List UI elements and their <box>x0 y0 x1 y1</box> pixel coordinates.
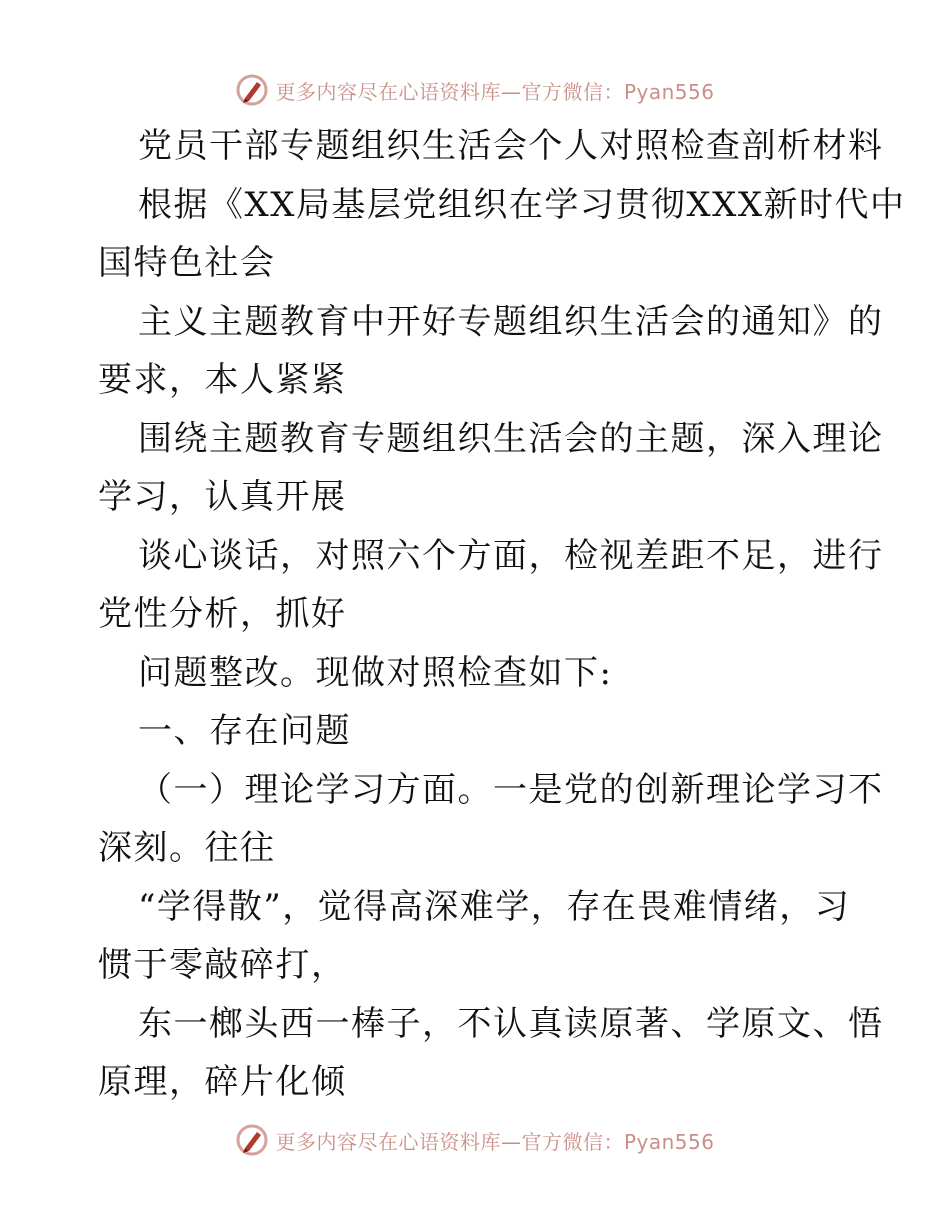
text-line: 一、存在问题 <box>138 711 351 751</box>
text-line: 谈心谈话，对照六个方面，检视差距不足，进行 <box>138 535 884 576</box>
text-line: 国特色社会 <box>98 243 276 283</box>
watermark-text: 更多内容尽在心语资料库—官方微信：Pyan556 <box>275 79 715 104</box>
text-line: 惯于零敲碎打， <box>98 945 347 985</box>
header-watermark <box>0 70 950 110</box>
text-line: （一）理论学习方面。一是党的创新理论学习不 <box>138 769 884 810</box>
footer-watermark <box>0 1120 950 1160</box>
text-line: 要求，本人紧紧 <box>98 360 347 400</box>
text-line: 围绕主题教育专题组织生活会的主题，深入理论 <box>138 418 884 459</box>
text-line: 主义主题教育中开好专题组织生活会的通知》的 <box>138 301 884 342</box>
text-line: 学习，认真开展 <box>98 477 347 517</box>
text-line: 东一榔头西一棒子，不认真读原著、学原文、悟 <box>138 1003 884 1044</box>
watermark-text: 更多内容尽在心语资料库—官方微信：Pyan556 <box>275 1129 715 1154</box>
document-body <box>98 117 906 1112</box>
text-line: 党员干部专题组织生活会个人对照检查剖析材料 <box>138 126 884 166</box>
pen-logo-icon <box>235 1123 269 1157</box>
text-line: 根据《XX局基层党组织在学习贯彻XXX新时代中 <box>138 184 906 225</box>
text-line: 深刻。往往 <box>98 828 276 868</box>
text-line: 问题整改。现做对照检查如下: <box>138 652 613 693</box>
text-line: 党性分析，抓好 <box>98 594 347 634</box>
text-line: 原理，碎片化倾 <box>98 1062 347 1102</box>
text-line: “学得散”，觉得高深难学，存在畏难情绪，习 <box>138 886 851 927</box>
pen-logo-icon <box>235 73 269 107</box>
